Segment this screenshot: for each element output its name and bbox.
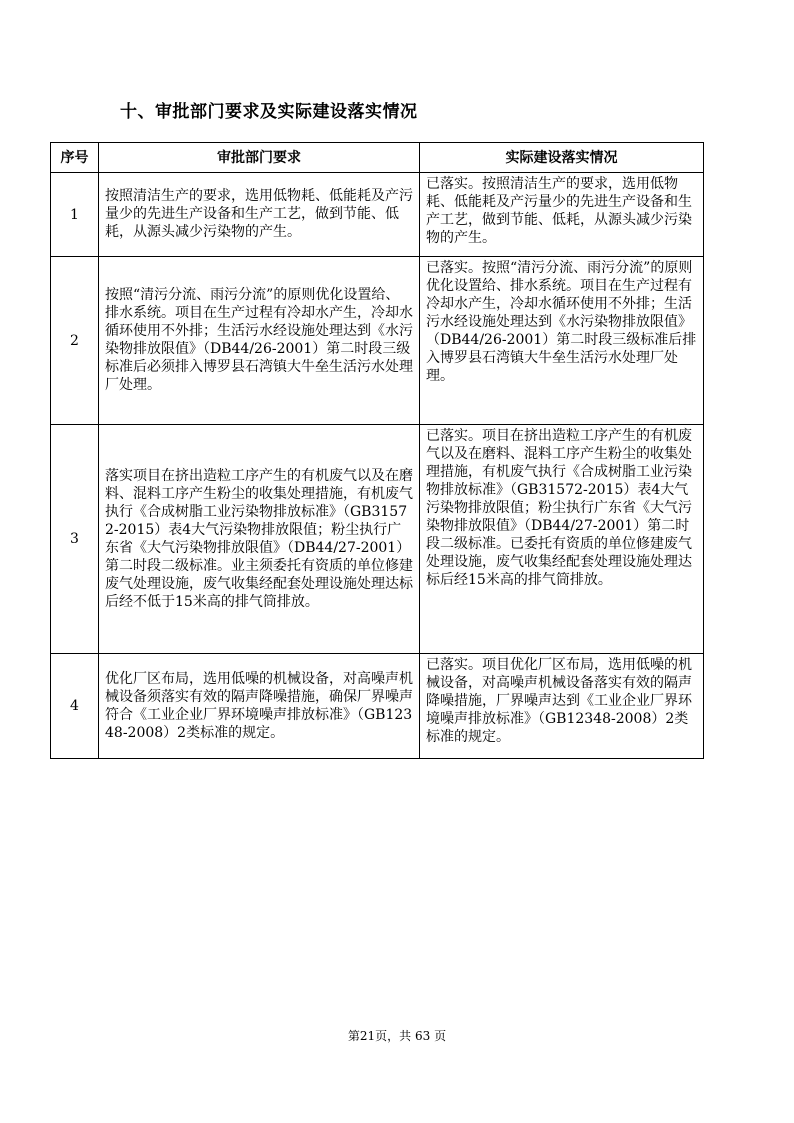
header-requirement: 审批部门要求 <box>99 143 420 173</box>
row-number: 4 <box>51 654 99 759</box>
table-header-row <box>51 143 704 173</box>
implementation-cell: 已落实。按照清洁生产的要求，选用低物耗、低能耗及产污量少的先进生产设备和生产工艺，做到节能、低耗，从源头减少污染物的产生。 <box>420 173 704 257</box>
section-title: 十、审批部门要求及实际建设落实情况 <box>120 102 418 122</box>
header-implementation: 实际建设落实情况 <box>420 143 704 173</box>
requirement-cell: 优化厂区布局，选用低噪的机械设备，对高噪声机械设备须落实有效的隔声降噪措施，确保厂界噪声符合《工业企业厂界环境噪声排放标准》（GB12348-2008）2类标准的规定。 <box>99 654 420 759</box>
row-number: 3 <box>51 425 99 654</box>
row-number: 2 <box>51 257 99 425</box>
table-row <box>51 173 704 257</box>
table-row <box>51 425 704 654</box>
requirement-cell: 按照清洁生产的要求，选用低物耗、低能耗及产污量少的先进生产设备和生产工艺，做到节能、低耗，从源头减少污染物的产生。 <box>99 173 420 257</box>
table-row <box>51 654 704 759</box>
requirement-cell: 落实项目在挤出造粒工序产生的有机废气以及在磨料、混料工序产生粉尘的收集处理措施，有机废气执行《合成树脂工业污染物排放标准》（GB31572-2015）表4大气污染物排放限值；粉尘执行广东省《大气污染物排放限值》（DB44/27-2001）第二时段二级标准。业主须委托有资质的单位修建废气处理设施，废气收集经配套处理设施处理达标后经不低于15米高的排气筒排放。 <box>99 425 420 654</box>
table-row <box>51 257 704 425</box>
row-number: 1 <box>51 173 99 257</box>
implementation-cell: 已落实。按照“清污分流、雨污分流”的原则优化设置给、排水系统。项目在生产过程有冷却水产生，冷却水循环使用不外排；生活污水经设施处理达到《水污染物排放限值》（DB44/26-2001）第二时段三级标准后排入博罗县石湾镇大牛垒生活污水处理厂处理。 <box>420 257 704 425</box>
requirement-cell: 按照“清污分流、雨污分流”的原则优化设置给、排水系统。项目在生产过程有冷却水产生，冷却水循环使用不外排；生活污水经设施处理达到《水污染物排放限值》（DB44/26-2001）第二时段三级标准后必须排入博罗县石湾镇大牛垒生活污水处理厂处理。 <box>99 257 420 425</box>
requirements-table <box>50 142 704 759</box>
implementation-cell: 已落实。项目在挤出造粒工序产生的有机废气以及在磨料、混料工序产生粉尘的收集处理措施，有机废气执行《合成树脂工业污染物排放标准》（GB31572-2015）表4大气污染物排放限值；粉尘执行广东省《大气污染物排放限值》（DB44/27-2001）第二时段二级标准。已委托有资质的单位修建废气处理设施，废气收集经配套处理设施处理达标后经15米高的排气筒排放。 <box>420 425 704 654</box>
header-no: 序号 <box>51 143 99 173</box>
implementation-cell: 已落实。项目优化厂区布局，选用低噪的机械设备，对高噪声机械设备落实有效的隔声降噪措施，厂界噪声达到《工业企业厂界环境噪声排放标准》（GB12348-2008）2类标准的规定。 <box>420 654 704 759</box>
page-number-footer: 第21页，共 63 页 <box>347 1029 447 1043</box>
